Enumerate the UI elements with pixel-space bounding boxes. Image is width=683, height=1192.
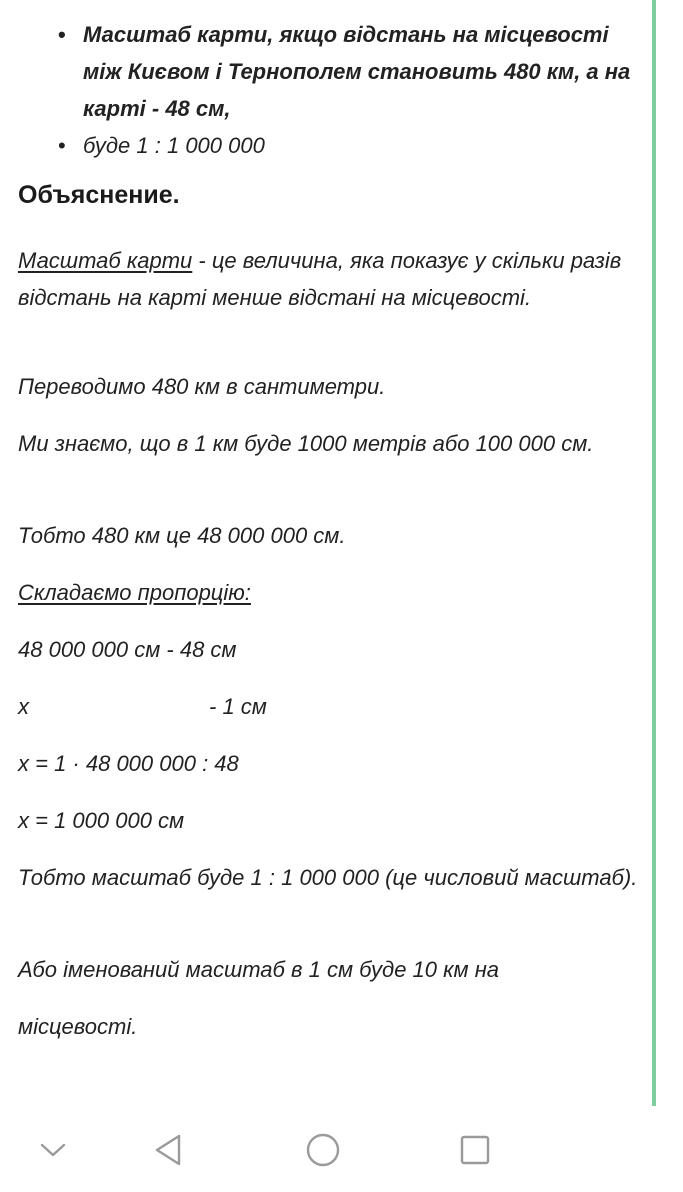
explanation-named-scale-end: місцевості. [18,1014,138,1039]
proportion-x: х [18,694,29,719]
proportion-x-value: - 1 см [209,694,267,719]
answer-bullet-1-text: Масштаб карти, якщо відстань на місцевості між Києвом і Тернополем становить 480 км, а на карті - 48 см, [83,22,631,121]
explanation-step-km-to-cm: Ми знаємо, що в 1 км буде 1000 метрів або 100 000 см. [18,431,594,456]
answer-bullet-1 [0,16,645,127]
definition-term: Масштаб карти [18,248,193,273]
back-button[interactable] [146,1130,190,1174]
equation-line-2: х = 1 000 000 см [18,808,185,833]
answer-bullet-2-text: буде 1 : 1 000 000 [83,133,265,158]
answer-list [0,16,645,164]
system-navigation-bar [0,1108,683,1192]
recents-button[interactable] [453,1130,497,1174]
explanation-step-result-cm: Тобто 480 км це 48 000 000 см. [18,523,346,548]
home-circle-icon [305,1132,341,1173]
definition-text: - це величина, яка показує у скільки разів відстань на карті менше відстані на місцевості. [18,248,622,310]
hide-keyboard-button[interactable] [31,1130,75,1174]
proportion-row-1: 48 000 000 см - 48 см [18,637,237,662]
explanation-proportion-title [18,574,643,611]
chevron-down-icon [39,1141,67,1164]
accent-border [652,0,656,1106]
home-button[interactable] [301,1130,345,1174]
equation-line-1: х = 1 · 48 000 000 : 48 [18,751,239,776]
explanation-named-scale: Або іменований масштаб в 1 см буде 10 км на [18,957,500,982]
answer-bullet-2 [0,127,645,164]
recents-square-icon [459,1134,491,1171]
explanation-step-convert: Переводимо 480 км в сантиметри. [18,374,386,399]
proportion-title-text: Складаємо пропорцію: [18,580,251,605]
explanation-heading: Объяснение. [18,181,180,209]
bullet-dot: • [58,22,66,47]
proportion-row-2 [18,688,643,725]
bullet-dot: • [58,133,66,158]
explanation-numeric-scale: Тобто масштаб буде 1 : 1 000 000 (це числовий масштаб). [18,865,638,890]
back-triangle-icon [153,1133,183,1172]
explanation-definition [18,242,643,316]
